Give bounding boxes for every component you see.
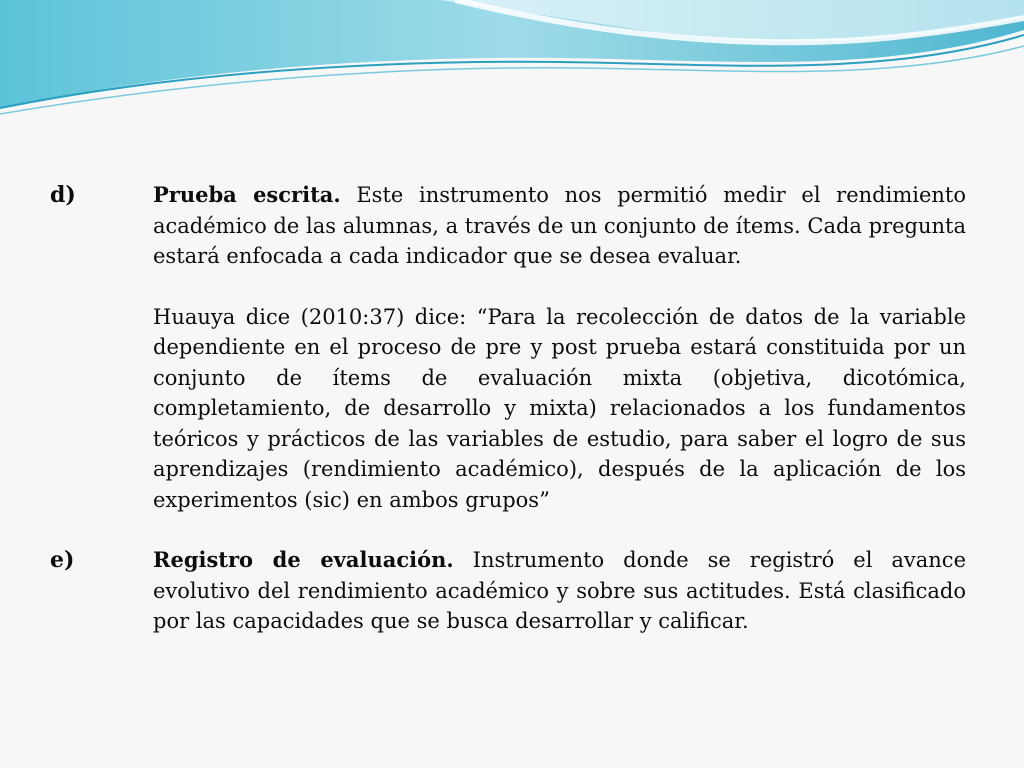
item-marker: e): [50, 547, 75, 573]
item-d: [0, 180, 1024, 515]
item-quote: Huauya dice (2010:37) dice: “Para la recolección de datos de la variable dependiente en el proceso de pre y post prueba estará constituida por un conjunto de ítems de evaluación mixta (objetiva, dicotómica, completamiento, de desarrollo y mixta) relacionados a los fundamentos teóricos y prácticos de las variables de estudio, para saber el logro de sus aprendizajes (rendimiento académico), después de la aplicación de los experimentos (sic) en ambos grupos”: [153, 304, 966, 512]
header-wave-decoration: [0, 0, 1024, 120]
item-term: Prueba escrita.: [153, 182, 341, 207]
item-e: [0, 545, 1024, 637]
item-text: Este instrumento nos permitió medir el rendimiento académico de las alumnas, a través de un conjunto de ítems. Cada pregunta estará enfocada a cada indicador que se desea evaluar.: [153, 183, 966, 268]
item-term: Registro de evaluación.: [153, 547, 454, 572]
item-text: Instrumento donde se registró el avance evolutivo del rendimiento académico y sobre sus actitudes. Está clasificado por las capacidades que se busca desarrollar y calificar.: [153, 548, 966, 633]
item-paragraph: [153, 545, 966, 637]
item-marker: d): [50, 182, 76, 208]
slide-content: [0, 180, 1024, 667]
item-paragraph: [153, 180, 966, 272]
